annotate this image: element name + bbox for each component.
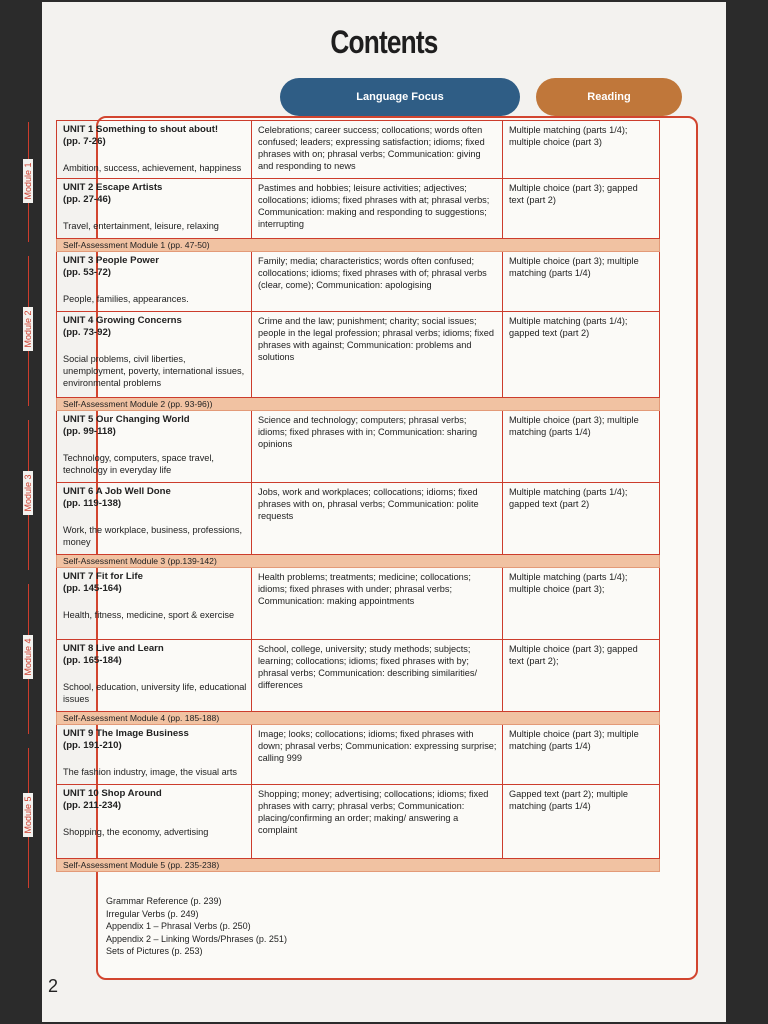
list-item: Sets of Pictures (p. 253) bbox=[106, 946, 203, 957]
self-assessment-label: Self-Assessment Module 2 (pp. 93-96)) bbox=[57, 398, 660, 411]
unit-pages: (pp. 73-92) bbox=[63, 327, 111, 338]
self-assessment-row bbox=[57, 859, 660, 872]
unit-theme: Technology, computers, space travel, technology in everyday life bbox=[63, 453, 214, 475]
unit-reading: Multiple matching (parts 1/4); multiple choice (part 3) bbox=[503, 121, 660, 179]
unit-language: Pastimes and hobbies; leisure activities; adjectives; collocations; idioms; fixed phrases with at; phrasal verbs; Communication: making and responding to suggestions; interrupting bbox=[252, 179, 503, 239]
unit-language: Jobs, work and workplaces; collocations; idioms; fixed phrases with on, phrasal verbs; Communication: polite requests bbox=[252, 483, 503, 555]
unit-language: Celebrations; career success; collocations; words often confused; leaders; expressing satisfaction; idioms; fixed phrases with on; phrasal verbs; Communication: giving and responding to news bbox=[252, 121, 503, 179]
unit-theme: Health, fitness, medicine, sport & exercise bbox=[63, 610, 235, 620]
unit-title: UNIT 10 Shop Around bbox=[63, 788, 162, 799]
self-assessment-label: Self-Assessment Module 4 (pp. 185-188) bbox=[57, 712, 660, 725]
unit-title: UNIT 8 Live and Learn bbox=[63, 643, 164, 654]
module-marker bbox=[6, 122, 50, 242]
module-marker bbox=[6, 584, 50, 734]
appendix-list bbox=[106, 895, 287, 958]
table-row bbox=[57, 640, 660, 712]
table-row bbox=[57, 179, 660, 239]
language-focus-header: Language Focus bbox=[280, 78, 520, 116]
unit-title: UNIT 2 Escape Artists bbox=[63, 182, 163, 193]
unit-title: UNIT 4 Growing Concerns bbox=[63, 315, 182, 326]
unit-title: UNIT 7 Fit for Life bbox=[63, 571, 143, 582]
unit-reading: Multiple matching (parts 1/4); gapped text (part 2) bbox=[503, 312, 660, 398]
unit-reading: Multiple matching (parts 1/4); multiple choice (part 3); bbox=[503, 568, 660, 640]
table-row bbox=[57, 568, 660, 640]
page-number: 2 bbox=[48, 976, 59, 996]
unit-pages: (pp. 165-184) bbox=[63, 655, 122, 666]
unit-title: UNIT 5 Our Changing World bbox=[63, 414, 190, 425]
unit-reading: Multiple choice (part 3); multiple matching (parts 1/4) bbox=[503, 411, 660, 483]
unit-reading: Multiple choice (part 3); gapped text (part 2); bbox=[503, 640, 660, 712]
unit-pages: (pp. 191-210) bbox=[63, 740, 122, 751]
unit-pages: (pp. 211-234) bbox=[63, 800, 122, 811]
module-label: Module 2 bbox=[23, 307, 33, 351]
unit-language: Image; looks; collocations; idioms; fixed phrases with down; phrasal verbs; Communication: expressing surprise; calling 999 bbox=[252, 725, 503, 785]
unit-language: Shopping; money; advertising; collocations; idioms; fixed phrases with carry; phrasal verbs; Communication: placing/confirming an order; making/ answering a complaint bbox=[252, 785, 503, 859]
list-item: Appendix 1 – Phrasal Verbs (p. 250) bbox=[106, 921, 251, 932]
self-assessment-row bbox=[57, 239, 660, 252]
reading-header: Reading bbox=[536, 78, 682, 116]
unit-language: Science and technology; computers; phrasal verbs; idioms; fixed phrases with in; Communication: sharing opinions bbox=[252, 411, 503, 483]
unit-theme: School, education, university life, educational issues bbox=[63, 682, 247, 704]
contents-table bbox=[56, 120, 660, 872]
self-assessment-label: Self-Assessment Module 5 (pp. 235-238) bbox=[57, 859, 660, 872]
unit-theme: Shopping, the economy, advertising bbox=[63, 827, 209, 837]
unit-title: UNIT 6 A Job Well Done bbox=[63, 486, 171, 497]
self-assessment-row bbox=[57, 398, 660, 411]
unit-pages: (pp. 53-72) bbox=[63, 267, 111, 278]
unit-theme: People, families, appearances. bbox=[63, 294, 189, 304]
module-marker bbox=[6, 420, 50, 570]
list-item: Grammar Reference (p. 239) bbox=[106, 896, 222, 906]
unit-reading: Multiple choice (part 3); multiple matching (parts 1/4) bbox=[503, 252, 660, 312]
unit-title: UNIT 1 Something to shout about! bbox=[63, 124, 219, 135]
table-row bbox=[57, 785, 660, 859]
unit-pages: (pp. 27-46) bbox=[63, 194, 111, 205]
unit-language: School, college, university; study methods; subjects; learning; collocations; idioms; fixed phrases with by; phrasal verbs; Communication: describing similarities/ differences bbox=[252, 640, 503, 712]
unit-pages: (pp. 99-118) bbox=[63, 426, 116, 437]
unit-theme: Work, the workplace, business, professions, money bbox=[63, 525, 243, 547]
self-assessment-label: Self-Assessment Module 1 (pp. 47-50) bbox=[57, 239, 660, 252]
module-label: Module 4 bbox=[23, 635, 33, 679]
table-row bbox=[57, 483, 660, 555]
list-item: Appendix 2 – Linking Words/Phrases (p. 251) bbox=[106, 933, 287, 944]
table-row bbox=[57, 312, 660, 398]
unit-theme: Ambition, success, achievement, happiness bbox=[63, 163, 242, 173]
module-marker bbox=[6, 748, 50, 888]
list-item: Irregular Verbs (p. 249) bbox=[106, 908, 199, 919]
unit-reading: Multiple matching (parts 1/4); gapped text (part 2) bbox=[503, 483, 660, 555]
table-row bbox=[57, 252, 660, 312]
table-row bbox=[57, 411, 660, 483]
unit-pages: (pp. 119-138) bbox=[63, 498, 122, 509]
self-assessment-row bbox=[57, 712, 660, 725]
unit-reading: Multiple choice (part 3); gapped text (part 2) bbox=[503, 179, 660, 239]
unit-language: Health problems; treatments; medicine; collocations; idioms; fixed phrases with under; phrasal verbs; Communication: making appointments bbox=[252, 568, 503, 640]
unit-theme: Social problems, civil liberties, unemployment, poverty, international issues, environmental problems bbox=[63, 354, 245, 388]
unit-theme: Travel, entertainment, leisure, relaxing bbox=[63, 221, 219, 231]
self-assessment-row bbox=[57, 555, 660, 568]
unit-reading: Multiple choice (part 3); multiple matching (parts 1/4) bbox=[503, 725, 660, 785]
unit-pages: (pp. 7-26) bbox=[63, 136, 106, 147]
unit-title: UNIT 9 The Image Business bbox=[63, 728, 189, 739]
unit-pages: (pp. 145-164) bbox=[63, 583, 122, 594]
module-marker bbox=[6, 256, 50, 406]
unit-theme: The fashion industry, image, the visual arts bbox=[63, 767, 237, 777]
self-assessment-label: Self-Assessment Module 3 (pp.139-142) bbox=[57, 555, 660, 568]
module-label: Module 1 bbox=[23, 159, 33, 203]
table-row bbox=[57, 725, 660, 785]
table-row bbox=[57, 121, 660, 179]
unit-language: Crime and the law; punishment; charity; social issues; people in the legal profession; phrasal verbs; idioms; fixed phrases with against; Communication: problems and solutions bbox=[252, 312, 503, 398]
unit-title: UNIT 3 People Power bbox=[63, 255, 159, 266]
page-title: Contents bbox=[330, 24, 438, 60]
module-label: Module 5 bbox=[23, 793, 33, 837]
unit-language: Family; media; characteristics; words often confused; collocations; idioms; fixed phrases with of; phrasal verbs (clear, come); Communication: apologising bbox=[252, 252, 503, 312]
module-label: Module 3 bbox=[23, 471, 33, 515]
unit-reading: Gapped text (part 2); multiple matching (parts 1/4) bbox=[503, 785, 660, 859]
